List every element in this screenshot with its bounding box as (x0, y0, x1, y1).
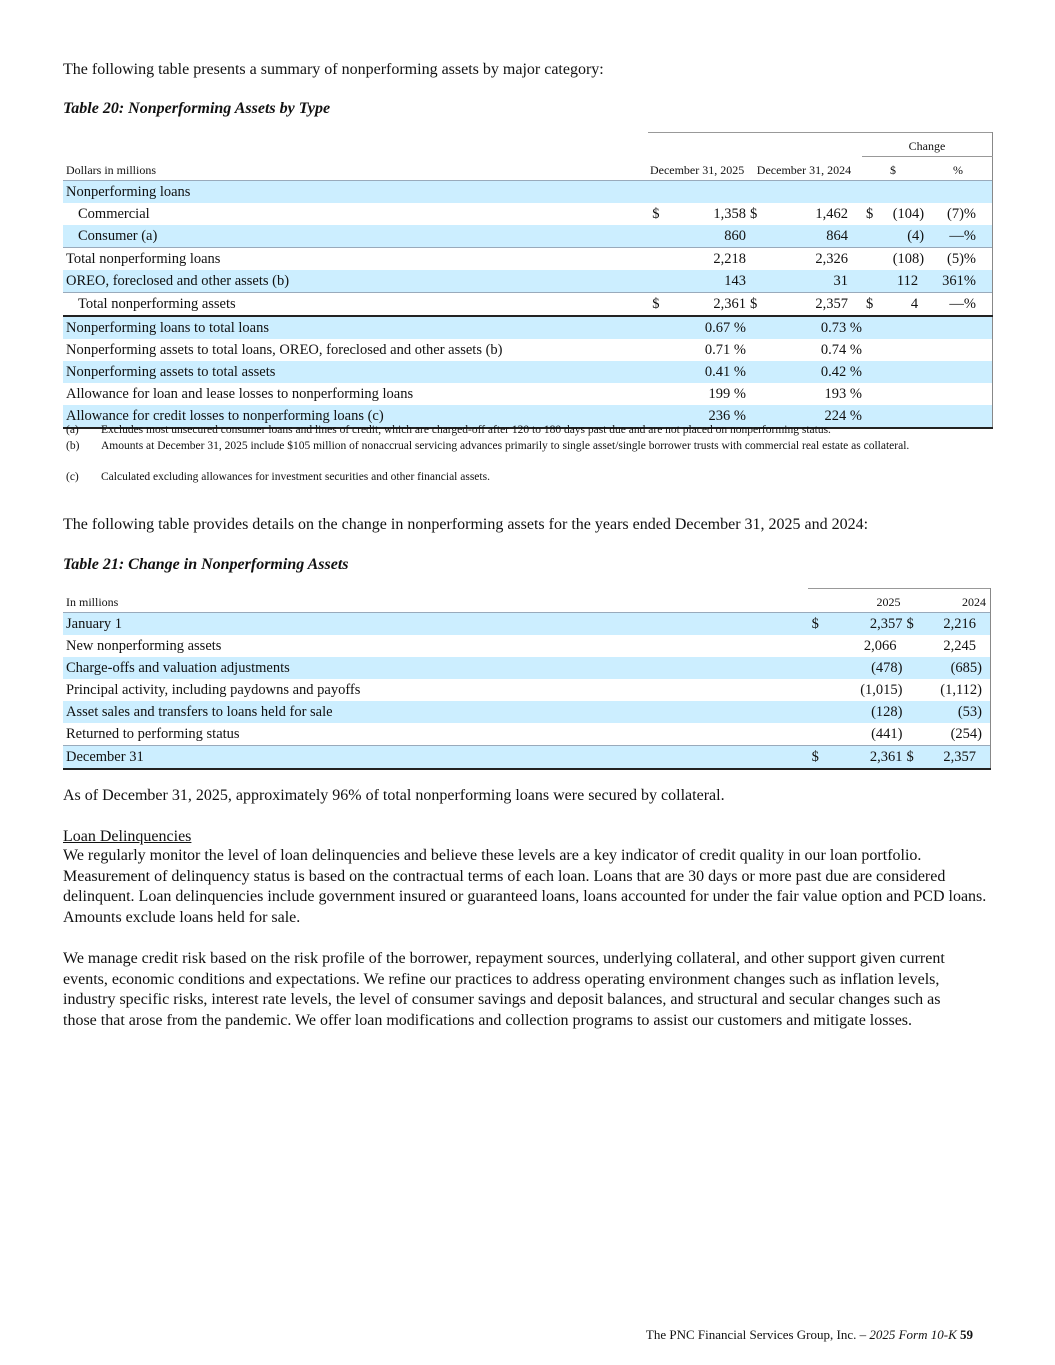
table-row (63, 225, 993, 248)
table-row-ratio (63, 339, 993, 361)
table21-title: Table 21: Change in Nonperforming Assets (63, 556, 349, 573)
table20-change-header-row (63, 133, 993, 157)
row-label: Charge-offs and valuation adjustments (63, 657, 808, 679)
header-dec-2025: December 31, 2025 (649, 163, 745, 177)
table-row (63, 723, 991, 746)
value-2024: 193 % (824, 385, 862, 402)
currency-symbol: $ (903, 746, 923, 770)
value-2024: 2,357 (771, 293, 862, 317)
footnote-text: Calculated excluding allowances for investment securities and other financial assets. (101, 471, 490, 483)
row-label: Nonperforming loans to total loans (63, 316, 648, 339)
table-row (63, 701, 991, 723)
row-label: Allowance for loan and lease losses to nonperforming loans (66, 385, 414, 402)
row-label: Asset sales and transfers to loans held for sale (63, 701, 808, 723)
value-2024: 224 % (771, 405, 862, 428)
delinquencies-paragraph-1: We regularly monitor the level of loan delinquencies and believe these levels are a key indicator of credit quality in our loan portfolio. Measurement of delinquency status is based on the contractual terms of each loan. Loans that are 30 days or more past due are considered delinquent. Loan delinquencies include government insured or guaranteed loans, loans accounted for under the fair value option and PCD loans. Amounts exclude loans held for sale. (63, 847, 987, 926)
currency-symbol: $ (808, 746, 833, 770)
row-label: OREO, foreclosed and other assets (b) (63, 270, 648, 293)
change-pct: (5)% (924, 248, 992, 271)
header-change-pct: % (924, 157, 992, 181)
row-label: Consumer (a) (63, 225, 648, 248)
header-dollars-in-millions: Dollars in millions (66, 163, 156, 177)
table-row (63, 657, 991, 679)
table-row (63, 248, 993, 271)
change-pct: (7)% (924, 203, 992, 225)
currency-symbol: $ (749, 205, 758, 222)
footnote-key: (c) (66, 471, 79, 483)
value-2025: 2,361 (673, 293, 746, 317)
value-2025: 1,358 (713, 205, 746, 222)
value-2025: 2,357 (833, 613, 903, 636)
page-number: 59 (960, 1327, 973, 1342)
value-2025: 0.41 % (673, 361, 746, 383)
currency-symbol: $ (746, 293, 771, 317)
value-2025: 0.67 % (673, 316, 746, 339)
currency-symbol: $ (808, 613, 833, 636)
table20-title: Table 20: Nonperforming Assets by Type (63, 100, 331, 117)
header-2025: 2025 (833, 589, 903, 613)
footer-company: The PNC Financial Services Group, Inc. – (645, 1327, 867, 1342)
table-row (63, 270, 993, 293)
value-2024: 2,245 (923, 635, 991, 657)
row-label: Principal activity, including paydowns and payoffs (66, 681, 361, 698)
footnote-key: (b) (66, 440, 80, 452)
table-row-total (63, 293, 993, 317)
change-dollar: 4 (885, 293, 924, 317)
value-2025: 2,361 (833, 746, 903, 770)
table-row (63, 203, 993, 225)
value-2025: 0.71 % (704, 341, 746, 358)
value-2025: 860 (673, 225, 746, 248)
value-2024: 864 (771, 225, 862, 248)
page-footer (646, 1327, 973, 1343)
loan-delinquencies-heading: Loan Delinquencies (63, 828, 192, 845)
table21-header-row (63, 589, 991, 613)
row-label: Nonperforming assets to total assets (63, 361, 648, 383)
table-row-ratio (63, 383, 993, 405)
value-2025: (441) (871, 725, 903, 742)
row-label: Total nonperforming assets (63, 293, 648, 317)
table20-nonperforming-assets (63, 132, 993, 429)
value-2024: 31 (771, 270, 862, 293)
table-row (63, 181, 993, 204)
row-label: December 31 (63, 746, 808, 770)
value-2024: (254) (923, 723, 991, 746)
value-2025: 2,066 (863, 637, 897, 654)
value-2024: 2,357 (923, 746, 991, 770)
value-2024: 1,462 (815, 205, 848, 222)
row-label: Nonperforming assets to total loans, OREO, foreclosed and other assets (b) (66, 341, 503, 358)
table-row-total (63, 746, 991, 770)
change-pct: —% (924, 225, 992, 248)
currency-symbol: $ (862, 293, 885, 317)
value-2025: 199 % (708, 385, 746, 402)
value-2025: (478) (833, 657, 903, 679)
value-2025: 143 (673, 270, 746, 293)
currency-symbol: $ (903, 613, 923, 636)
row-label: New nonperforming assets (66, 637, 222, 654)
delinquencies-paragraph-2: We manage credit risk based on the risk profile of the borrower, repayment sources, underlying collateral, and other support given current events, economic conditions and expectations. We refine our practices to address operating environment changes such as inflation levels, industry specific risks, interest rate levels, the level of consumer savings and deposit balances, and structural and secular changes such as those that arose from the pandemic. We offer loan modifications and collection programs to assist our customers and mitigate losses. (63, 950, 945, 1029)
header-in-millions: In millions (66, 595, 119, 609)
row-label: January 1 (63, 613, 808, 636)
row-label: Nonperforming loans (63, 181, 648, 204)
value-2024: 0.73 % (771, 316, 862, 339)
currency-symbol: $ (865, 205, 874, 222)
table-row-ratio (63, 316, 993, 339)
footnote-text: Excludes most unsecured consumer loans and lines of credit, which are charged-off after 120 to 180 days past due and are not placed on nonperforming status. (101, 424, 831, 436)
value-2024: (685) (923, 657, 991, 679)
row-label: Commercial (78, 205, 150, 222)
row-label: Total nonperforming loans (63, 248, 648, 271)
value-2025: 2,218 (673, 248, 746, 271)
header-dec-2024: December 31, 2024 (756, 163, 852, 177)
value-2024: (1,112) (923, 679, 991, 701)
intro-text-table21: The following table provides details on the change in nonperforming assets for the years ended December 31, 2025 and 2024: (63, 516, 869, 533)
footnote-key: (a) (66, 424, 79, 436)
table20-header-row (63, 157, 993, 181)
value-2024: 2,326 (771, 248, 862, 271)
value-2024: 2,216 (923, 613, 991, 636)
table-row (63, 613, 991, 636)
change-dollar: (108) (885, 248, 924, 271)
value-2024: (53) (923, 701, 991, 723)
change-pct: 361% (924, 270, 992, 293)
change-dollar: (4) (885, 225, 924, 248)
header-change-dollar: $ (890, 163, 897, 177)
footer-form: 2025 Form 10-K (869, 1327, 957, 1342)
value-2025: (128) (833, 701, 903, 723)
table21-change-nonperforming (63, 588, 991, 770)
change-dollar: (104) (892, 205, 925, 222)
footnote-text: Amounts at December 31, 2025 include $105 million of nonaccrual servicing advances primarily to single asset/single borrower trusts with commercial real estate as collateral. (101, 440, 910, 452)
currency-symbol: $ (648, 293, 673, 317)
intro-text-table20: The following table presents a summary of nonperforming assets by major category: (63, 61, 604, 78)
currency-symbol: $ (652, 205, 660, 222)
change-dollar: 112 (885, 270, 924, 293)
value-2024: 0.74 % (820, 341, 862, 358)
table-row (63, 635, 991, 657)
collateral-note: As of December 31, 2025, approximately 96% of total nonperforming loans were secured by collateral. (63, 787, 725, 804)
value-2024: 0.42 % (771, 361, 862, 383)
row-label: Returned to performing status (66, 725, 240, 742)
value-2025: (1,015) (860, 681, 903, 698)
change-group-header: Change (862, 133, 993, 157)
table-row-ratio (63, 361, 993, 383)
change-pct: —% (924, 293, 992, 317)
header-2024: 2024 (923, 589, 991, 613)
value-2025: 236 % (673, 405, 746, 428)
row-label: Allowance for credit losses to nonperforming loans (c) (63, 405, 648, 428)
table-row (63, 679, 991, 701)
